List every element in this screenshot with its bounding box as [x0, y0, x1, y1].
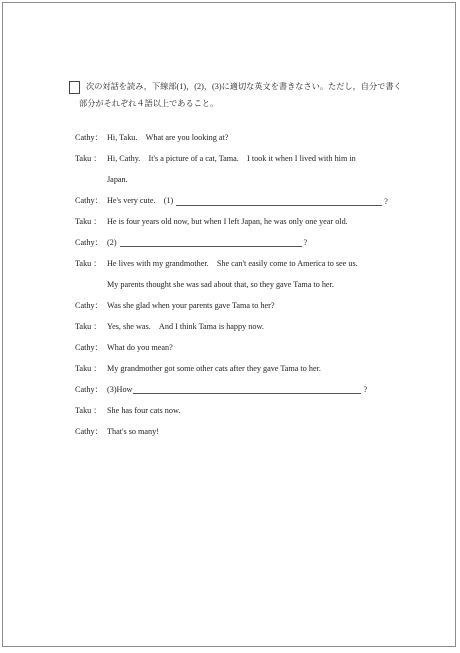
speaker-label: Taku ： — [75, 259, 102, 268]
dialogue — [75, 127, 415, 442]
dialogue-line — [75, 421, 415, 442]
line-text: Japan. — [107, 175, 128, 184]
dialogue-line — [75, 211, 415, 232]
line-text: That's so many! — [107, 427, 159, 436]
line-text: Hi, Cathy. It's a picture of a cat, Tama. I took it when I lived with him in — [107, 154, 356, 163]
line-text: He is four years old now, but when I left Japan, he was only one year old. — [107, 217, 348, 226]
dialogue-line — [75, 400, 415, 421]
dialogue-line — [75, 190, 415, 211]
speaker-label: Cathy： — [75, 133, 103, 142]
dialogue-line — [75, 379, 415, 400]
dialogue-line — [75, 232, 415, 253]
line-text: She has four cats now. — [107, 406, 181, 415]
speaker-label: Taku ： — [75, 322, 102, 331]
line-text: He lives with my grandmother. She can't easily come to America to see us. — [107, 259, 358, 268]
speaker-label: Taku ： — [75, 154, 102, 163]
speaker-label: Cathy： — [75, 427, 103, 436]
speaker-label: Taku ： — [75, 406, 102, 415]
question-mark: ? — [363, 385, 368, 394]
answer-blank-1[interactable] — [176, 197, 382, 206]
line-text: My grandmother got some other cats after they gave Tama to her. — [107, 364, 321, 373]
line-text — [107, 238, 307, 247]
question-mark: ? — [384, 197, 388, 206]
speaker-label: Cathy： — [75, 343, 103, 352]
line-text: Hi, Taku. What are you looking at? — [107, 133, 229, 142]
answer-blank-3[interactable] — [133, 385, 361, 394]
line-text: Was she glad when your parents gave Tama to her? — [107, 301, 275, 310]
dialogue-line — [75, 358, 415, 379]
line-text — [107, 385, 367, 394]
speaker-label: Cathy： — [75, 238, 103, 247]
line-text: Yes, she was. And I think Tama is happy now. — [107, 322, 264, 331]
speaker-label: Cathy： — [75, 196, 103, 205]
speaker-label: Cathy： — [75, 301, 103, 310]
line-text — [107, 195, 388, 206]
dialogue-line — [75, 274, 415, 295]
dialogue-line — [75, 337, 415, 358]
blank-prefix: (3)How — [107, 385, 133, 394]
line-text: My parents thought she was sad about that, so they gave Tama to her. — [107, 280, 334, 289]
line-text: What do you mean? — [107, 343, 173, 352]
dialogue-line — [75, 169, 415, 190]
question-mark: ? — [303, 238, 308, 247]
blank-prefix: (2) — [107, 238, 117, 247]
instruction-line-2: 部分がそれぞれ４語以上であること。 — [79, 99, 219, 108]
answer-blank-2[interactable] — [120, 238, 302, 247]
speaker-label: Cathy： — [75, 385, 103, 394]
instruction-line-1: 次の対話を読み，下線部(1)，(2)，(3)に適切な英文を書きなさい。ただし，自分で書く — [86, 82, 402, 91]
instructions — [69, 78, 419, 112]
blank-prefix: He's very cute. (1) — [107, 196, 174, 205]
dialogue-line — [75, 253, 415, 274]
dialogue-line — [75, 295, 415, 316]
speaker-label: Taku ： — [75, 217, 102, 226]
worksheet-page — [2, 2, 456, 647]
dialogue-line — [75, 316, 415, 337]
speaker-label: Taku ： — [75, 364, 102, 373]
dialogue-line — [75, 148, 415, 169]
dialogue-line — [75, 127, 415, 148]
